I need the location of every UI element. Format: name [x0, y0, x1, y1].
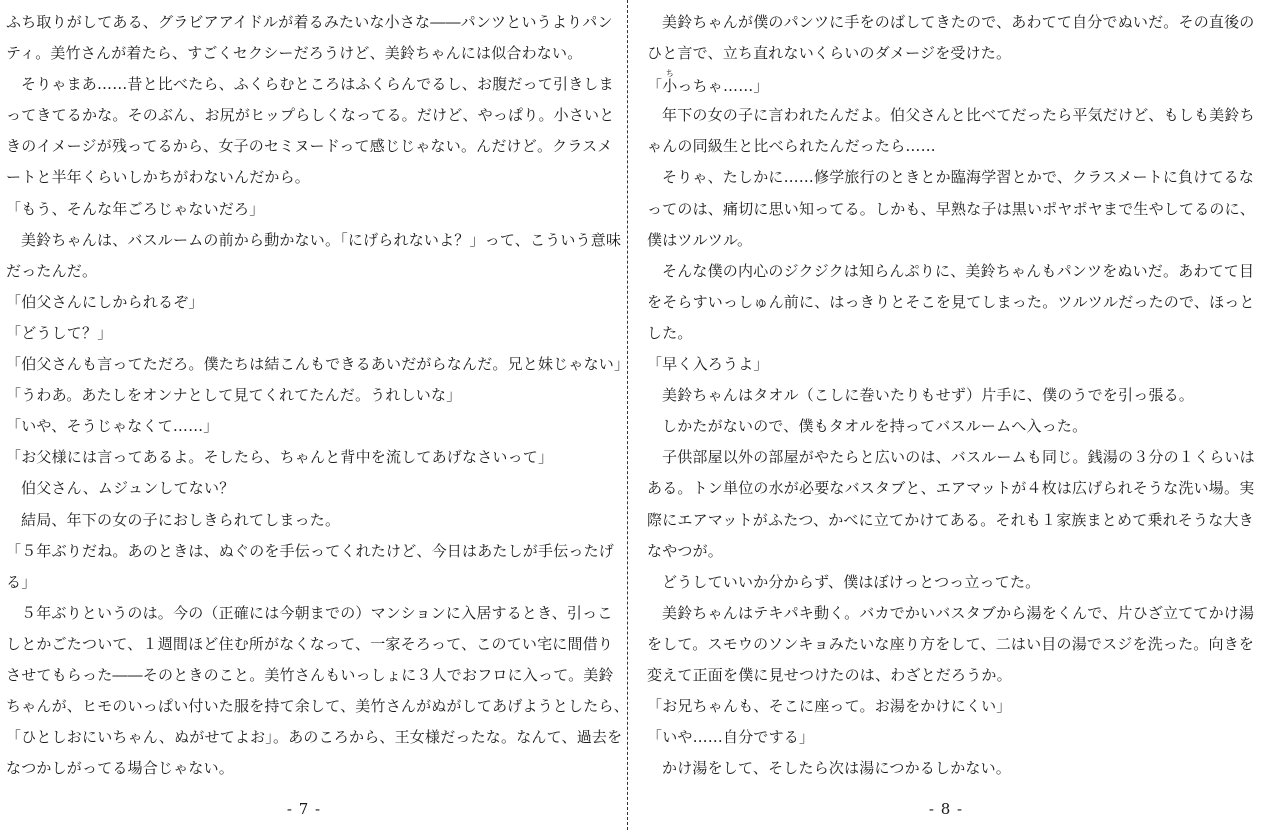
text-line: だったんだ。 [6, 261, 98, 280]
text-line: 「５年ぶりだね。あのときは、ぬぐのを手伝ってくれたけど、今日はあたしが手伝ったげ [6, 541, 615, 560]
text-line: 「お父様には言ってあるよ。そしたら、ちゃんと背中を流してあげなさいって」 [6, 448, 554, 467]
text-line: しとかごたついて、１週間ほど住む所がなくなって、一家そろって、このてい宅に間借り [6, 634, 614, 653]
text-line: をして。スモウのソンキョみたいな座り方をして、二はい目の湯でスジを洗った。向きを [647, 634, 1255, 653]
text-segment: 「 [647, 77, 663, 96]
right-page [637, 0, 1280, 840]
page-number-left: - 7 - [286, 800, 322, 818]
text-line: なつかしがってる場合じゃない。 [6, 759, 235, 778]
text-line: 「伯父さんにしかられるぞ」 [6, 292, 204, 311]
text-line: どうしていいか分からず、僕はぼけっとつっ立ってた。 [662, 572, 1041, 591]
text-line: 際にエアマットがふたつ、かべに立てかけてある。それも１家族まとめて乗れそうな大き [647, 510, 1254, 529]
text-line: しかたがないので、僕もタオルを持ってバスルームへ入った。 [662, 417, 1088, 436]
text-line: そりゃまあ……昔と比べたら、ふくらむところはふくらんでるし、お腹だって引きしま [21, 75, 614, 94]
text-line: 美鈴ちゃんが僕のパンツに手をのばしてきたので、あわてて自分でぬいだ。その直後の [662, 13, 1255, 31]
text-line: 「うわあ。あたしをオンナとして見てくれてたんだ。うれしいな」 [6, 386, 462, 405]
text-line: 「もう、そんな年ごろじゃないだろ」 [6, 199, 265, 218]
text-line: 「どうして？」 [6, 323, 113, 342]
text-line: ートと半年くらいしかちがわないんだから。 [6, 168, 311, 187]
text-line: 伯父さん、ムジュンしてない？ [21, 479, 235, 498]
text-line: 年下の女の子に言われたんだよ。伯父さんと比べてだったら平気だけど、もしも美鈴ち [662, 106, 1255, 125]
text-line: ちゃんが、ヒモのいっぱい付いた服を持て余して、美竹さんがぬがしてあげようとしたら、 [6, 697, 629, 716]
page-gutter-divider [627, 0, 628, 830]
text-line: 結局、年下の女の子におしきられてしまった。 [21, 510, 341, 529]
text-line: させてもらった――そのときのこと。美竹さんもいっしょに３人でおフロに入って。美鈴 [6, 665, 614, 684]
text-line: ゃんの同級生と比べられたんだったら…… [647, 137, 936, 156]
text-line: 「いや……自分でする」 [647, 728, 815, 747]
text-line: 美鈴ちゃんは、バスルームの前から動かない。「にげられないよ？」って、こういう意味 [21, 230, 622, 249]
text-line: 「ひとしおにいちゃん、ぬがせてよお」。あのころから、王女様だったな。なんて、過去を [6, 728, 623, 747]
text-line: ある。トン単位の水が必要なバスタブと、エアマットが４枚は広げられそうな洗い場。実 [647, 479, 1255, 498]
page-number-right: - 8 - [928, 800, 964, 818]
text-line: る」 [6, 572, 37, 591]
text-line: 美鈴ちゃんはタオル（こしに巻いたりもせず）片手に、僕のうでを引っ張る。 [662, 386, 1195, 405]
text-segment: っちゃ……」 [677, 77, 769, 96]
text-line: 子供部屋以外の部屋がやたらと広いのは、バスルームも同じ。銭湯の３分の１くらいは [662, 448, 1255, 467]
text-line: なやつが。 [647, 541, 724, 560]
text-line: ってきてるかな。そのぶん、お尻がヒップらしくなってる。だけど、やっぱり。小さいと [6, 106, 615, 125]
text-line: 変えて正面を僕に見せつけたのは、わざとだろうか。 [647, 665, 1012, 684]
text-line: をそらすいっしゅん前に、はっきりとそこを見てしまった。ツルツルだったので、ほっと [647, 292, 1255, 311]
text-line: 僕はツルツル。 [647, 230, 753, 249]
text-line: かけ湯をして、そしたら次は湯につかるしかない。 [662, 759, 1012, 778]
text-line [647, 69, 1261, 100]
text-line: ひと言で、立ち直れないくらいのダメージを受けた。 [647, 44, 1012, 63]
text-line: 美鈴ちゃんはテキパキ動く。バカでかいバスタブから湯をくんで、片ひざ立ててかけ湯 [662, 603, 1255, 622]
text-line: そりゃ、たしかに……修学旅行のときとか臨海学習とかで、クラスメートに負けてるな [662, 168, 1255, 187]
left-page [0, 0, 630, 840]
text-line: 「早く入ろうよ」 [647, 355, 769, 374]
left-page-body [6, 7, 630, 784]
ruby-annotation: 小ち [662, 69, 678, 96]
text-line: 「お兄ちゃんも、そこに座って。お湯をかけにくい」 [647, 697, 1012, 716]
text-line: した。 [647, 323, 693, 342]
text-line: ティ。美竹さんが着たら、すごくセクシーだろうけど、美鈴ちゃんには似合わない。 [6, 44, 583, 63]
text-line: ５年ぶりというのは。今の（正確には今朝までの）マンションに入居するとき、引っこ [21, 603, 613, 622]
text-line: ふち取りがしてある、グラビアアイドルが着るみたいな小さな――パンツというよりパン [6, 13, 613, 31]
text-line: そんな僕の内心のジクジクは知らんぷりに、美鈴ちゃんもパンツをぬいだ。あわてて目 [662, 261, 1255, 280]
text-line: 「伯父さんも言ってただろ。僕たちは結こんもできるあいだがらなんだ。兄と妹じゃない」 [6, 355, 630, 374]
right-page-body [647, 7, 1261, 784]
text-line: きのイメージが残ってるから、女子のセミヌードって感じじゃない。んだけど。クラスメ [6, 137, 613, 156]
text-line: ってのは、痛切に思い知ってる。しかも、早熟な子は黒いポヤポヤまで生やしてるのに、 [647, 199, 1256, 218]
text-line: 「いや、そうじゃなくて……」 [6, 417, 219, 436]
